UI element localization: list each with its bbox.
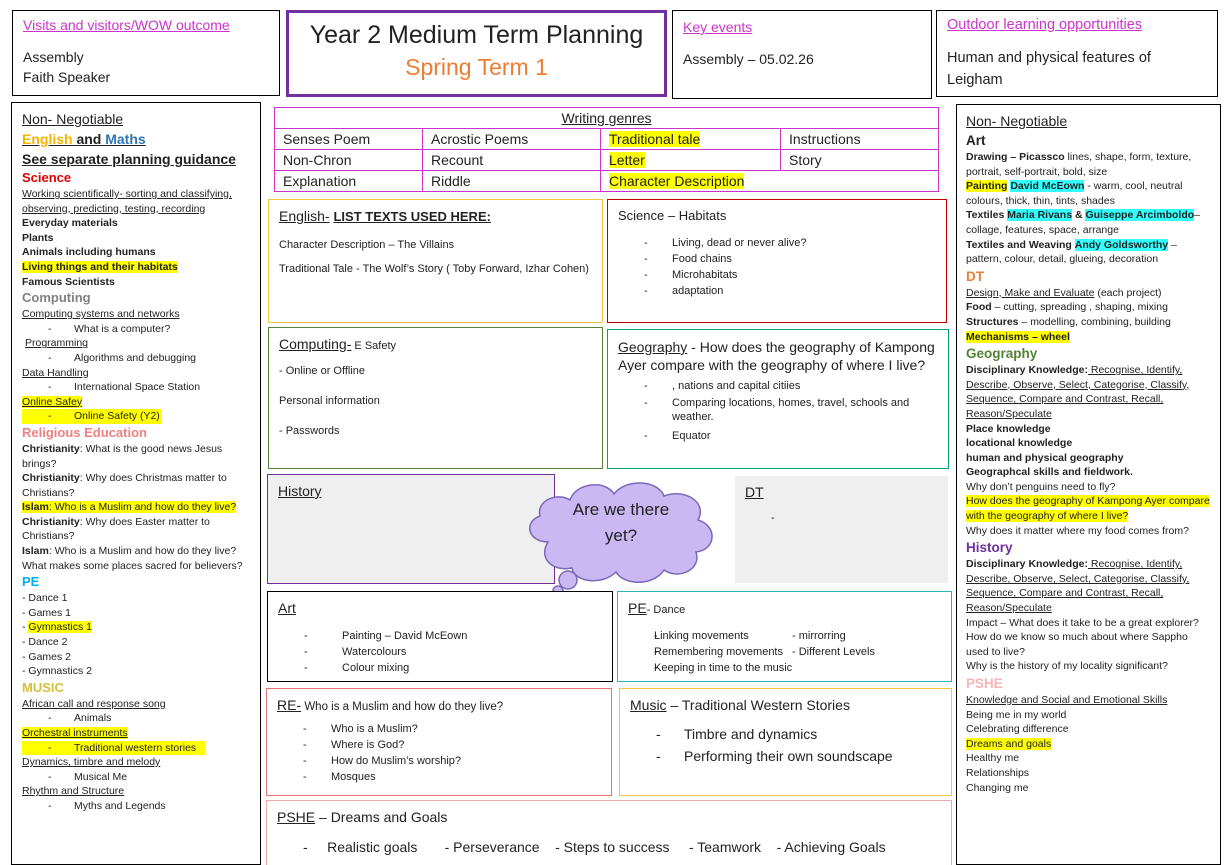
list-item: - Living, dead or never alive? [618, 235, 936, 251]
computing-item: - What is a computer? [22, 322, 250, 337]
music-unit: Dynamics, timbre and melody [22, 756, 161, 769]
science-title: Science [22, 170, 72, 185]
re-row: Christianity: What is the good news Jesus brings? [22, 442, 223, 470]
list-item: - Who is a Muslim? [277, 721, 601, 737]
history-box [267, 474, 555, 584]
list-item: - Mosques [277, 769, 601, 785]
genre-cell: Story [781, 150, 939, 171]
computing-text: - Online or Offline [279, 365, 366, 377]
geography-heading: Geography - How does the geography of Kampong Ayer compare with the geography of where I live? [618, 339, 935, 373]
pe-item: - Games 2 [22, 650, 72, 663]
list-item: - Keeping in time to the music [628, 660, 941, 676]
computing-unit: Computing systems and networks [22, 308, 180, 321]
genre-cell-highlighted: Letter [601, 150, 781, 171]
science-item: Animals including humans [22, 246, 156, 259]
guidance-note: See separate planning guidance [22, 151, 236, 167]
pshe-item: Changing me [966, 781, 1029, 794]
computing-unit: Programming [25, 337, 89, 350]
left-heading: Non- Negotiable [22, 111, 124, 127]
right-non-negotiable-panel [956, 104, 1221, 865]
left-non-negotiable-panel [11, 102, 261, 865]
key-events-box [672, 10, 932, 99]
genre-cell: Senses Poem [275, 129, 423, 150]
dt-title: DT [966, 268, 984, 284]
english-text: Character Description – The Villains [279, 239, 455, 251]
art-box [267, 591, 613, 682]
geo-question: Why does it matter where my food comes from? [966, 524, 1189, 537]
list-item: - How do Muslim’s worship? [277, 753, 601, 769]
science-item-highlighted: Living things and their habitats [22, 260, 178, 273]
genre-cell: Recount [423, 150, 601, 171]
pe-box [617, 591, 952, 682]
right-heading: Non- Negotiable [966, 113, 1068, 129]
music-item: - Musical Me [22, 770, 250, 785]
visits-box [12, 10, 280, 96]
english-heading: English- LIST TEXTS USED HERE: [279, 208, 491, 224]
dt-heading: DT [745, 484, 764, 500]
computing-unit-highlighted: Online Safey [22, 395, 83, 408]
list-item: - Equator [618, 428, 938, 444]
re-title: Religious Education [22, 424, 147, 440]
table-row [275, 150, 939, 171]
computing-text: - Passwords [279, 425, 340, 437]
list-item: - Timbre and dynamics [630, 723, 941, 745]
outdoor-text: Human and physical features of Leigham [947, 50, 1151, 88]
computing-text: Personal information [279, 395, 380, 407]
visits-line: Assembly [23, 49, 84, 65]
list-item: - Food chains [618, 251, 936, 267]
geo-question-highlighted: How does the geography of Kampong Ayer compare with the geography of where I live? [966, 495, 1210, 523]
pshe-title: PSHE [966, 676, 1003, 691]
pe-item: - Gymnastics 2 [22, 665, 93, 678]
key-events-heading: Key events [683, 19, 753, 35]
art-drawing: Drawing – Picassco lines, shape, form, texture, portrait, self-portrait, bold, size [966, 151, 1192, 178]
term-subtitle: Spring Term 1 [405, 54, 548, 80]
list-item: - , nations and capital citiies [618, 378, 938, 394]
dt-line: Structures – modelling, combining, building [966, 315, 1171, 328]
table-row [275, 129, 939, 150]
genre-cell-highlighted: Character Description [601, 171, 939, 192]
cloud-text: Are we there yet? [572, 500, 670, 545]
list-item: - Microhabitats [618, 267, 936, 283]
geo-item: Geographcal skills and fieldwork. [966, 466, 1133, 479]
computing-title: Computing [22, 290, 91, 306]
music-box [619, 688, 952, 796]
list-item: - Linking movements - mirrorring [628, 628, 941, 644]
geo-disciplinary: Disciplinary Knowledge: Recognise, Identify, Describe, Observe, Select, Categorise, Classify, Sequence, Compare and Contrast, Recall, Reason/Speculate [966, 364, 1190, 420]
genre-cell: Non-Chron [275, 150, 423, 171]
key-events-text: Assembly – 05.02.26 [683, 51, 814, 67]
dt-line: Food – cutting, spreading , shaping, mixing [966, 301, 1168, 314]
science-item: Plants [22, 231, 54, 244]
genre-cell: Riddle [423, 171, 601, 192]
visits-heading: Visits and visitors/WOW outcome [23, 17, 230, 33]
re-row: Islam: Who is a Muslim and how do they live? [22, 545, 237, 558]
pshe-item: Being me in my world [966, 708, 1067, 721]
computing-item: - Algorithms and debugging [22, 351, 250, 366]
art-heading: Art [278, 600, 296, 616]
pshe-skills: Knowledge and Social and Emotional Skills [966, 694, 1168, 706]
visits-line: Faith Speaker [23, 69, 111, 85]
music-unit: Rhythm and Structure [22, 785, 125, 798]
dt-box [735, 476, 948, 583]
list-item: - Colour mixing [278, 660, 602, 676]
re-heading: RE- Who is a Muslim and how do they live? [277, 697, 504, 713]
pshe-item: Healthy me [966, 752, 1020, 765]
list-item: - Comparing locations, homes, travel, schools and weather. [618, 396, 938, 424]
computing-box [268, 327, 603, 469]
history-question: How do we know so much about where Sappho used to live? [966, 631, 1188, 658]
art-textiles: Textiles Maria Rivans & Guiseppe Arcimboldo– collage, features, space, arrange [966, 209, 1201, 236]
history-heading: History [278, 483, 322, 499]
english-text: Traditional Tale - The Wolf’s Story ( Toby Forward, Izhar Cohen) [279, 263, 589, 275]
english-box [268, 199, 603, 323]
history-disciplinary: Disciplinary Knowledge: Recognise, Identify, Describe, Observe, Select, Categorise, Classify, Sequence, Compare and Contrast, Recall, Reason/Speculate [966, 558, 1190, 615]
re-row: Christianity: Why does Christmas matter to Christians? [22, 472, 227, 499]
list-item: - Watercolours [278, 644, 602, 660]
art-title: Art [966, 133, 986, 148]
music-heading: Music – Traditional Western Stories [630, 697, 850, 713]
music-title: MUSIC [22, 679, 64, 695]
music-item-highlighted: - Traditional western stories [22, 741, 250, 756]
music-unit-highlighted: Orchestral instruments [22, 727, 128, 739]
computing-unit: Data Handling [22, 366, 89, 379]
genre-cell: Explanation [275, 171, 423, 192]
computing-item: - International Space Station [22, 380, 250, 395]
history-question: Impact – What does it take to be a great explorer? [966, 616, 1199, 629]
science-heading: Science – Habitats [618, 208, 727, 223]
music-item: - Animals [22, 711, 250, 726]
pshe-item: Relationships [966, 766, 1030, 779]
science-box [607, 199, 947, 323]
re-row: What makes some places sacred for believers? [22, 559, 243, 572]
art-weaving: Textiles and Weaving Andy Goldsworthy – pattern, colour, detail, glueing, decoration [966, 238, 1177, 266]
list-item: - Painting – David McEown [278, 628, 602, 644]
outdoor-heading: Outdoor learning opportunities [947, 17, 1143, 33]
geography-title: Geography [966, 346, 1038, 362]
geo-item: locational knowledge [966, 437, 1073, 450]
computing-heading: Computing- E Safety [279, 336, 397, 352]
re-row: Christianity: Why does Easter matter to Christians? [22, 515, 210, 543]
genre-cell: Acrostic Poems [423, 129, 601, 150]
dt-line: Design, Make and Evaluate (each project) [966, 286, 1162, 299]
dt-item: - [771, 512, 775, 524]
pshe-heading: PSHE – Dreams and Goals [277, 809, 448, 825]
genres-heading: Writing genres [275, 108, 939, 129]
pe-item: - Dance 2 [22, 636, 68, 649]
music-unit: African call and response song [22, 697, 166, 710]
science-ws: Working scientifically- sorting and classifying, observing, predicting, testing, recording [22, 188, 232, 215]
table-row [275, 171, 939, 192]
geography-box [607, 329, 949, 469]
history-title: History [966, 540, 1013, 556]
art-painting: Painting David McEown - warm, cool, neutral colours, thick, thin, tints, shades [966, 180, 1183, 207]
pshe-box [266, 800, 952, 865]
history-question: Why is the history of my locality significant? [966, 660, 1168, 673]
title-box [286, 10, 667, 97]
pshe-goals-row: - Realistic goals - Perseverance - Steps to success - Teamwork - Achieving Goals [303, 839, 886, 855]
geo-item: Place knowledge [966, 422, 1051, 435]
pshe-item: Celebrating difference [966, 723, 1069, 736]
pe-item: - Dance 1 [22, 592, 68, 605]
pe-item: - Games 1 [22, 606, 72, 619]
pe-item-highlighted: - Gymnastics 1 [22, 621, 93, 634]
pe-title: PE [22, 574, 40, 590]
list-item: - Where is God? [277, 737, 601, 753]
music-item: - Myths and Legends [22, 799, 250, 814]
writing-genres-table [274, 107, 939, 192]
list-item: - Remembering movements - Different Levels [628, 644, 941, 660]
dt-line-highlighted: Mechanisms – wheel [966, 330, 1070, 343]
pshe-item-highlighted: Dreams and goals [966, 737, 1052, 750]
re-row-highlighted: Islam: Who is a Muslim and how do they live? [22, 501, 237, 514]
geo-question: Why don’t penguins need to fly? [966, 480, 1116, 493]
genre-cell: Instructions [781, 129, 939, 150]
list-item: - Performing their own soundscape [630, 745, 941, 767]
english-maths-heading: English and Maths [22, 131, 146, 147]
science-item: Famous Scientists [22, 275, 115, 288]
computing-item-highlighted: - Online Safety (Y2) [22, 409, 250, 424]
page-title: Year 2 Medium Term Planning [309, 21, 644, 49]
geo-item: human and physical geography [966, 451, 1124, 464]
outdoor-box [936, 10, 1218, 97]
genre-cell-highlighted: Traditional tale [601, 129, 781, 150]
pe-heading: PE- Dance [628, 600, 686, 616]
re-box [266, 688, 612, 796]
list-item: - adaptation [618, 283, 936, 299]
science-item: Everyday materials [22, 217, 118, 230]
